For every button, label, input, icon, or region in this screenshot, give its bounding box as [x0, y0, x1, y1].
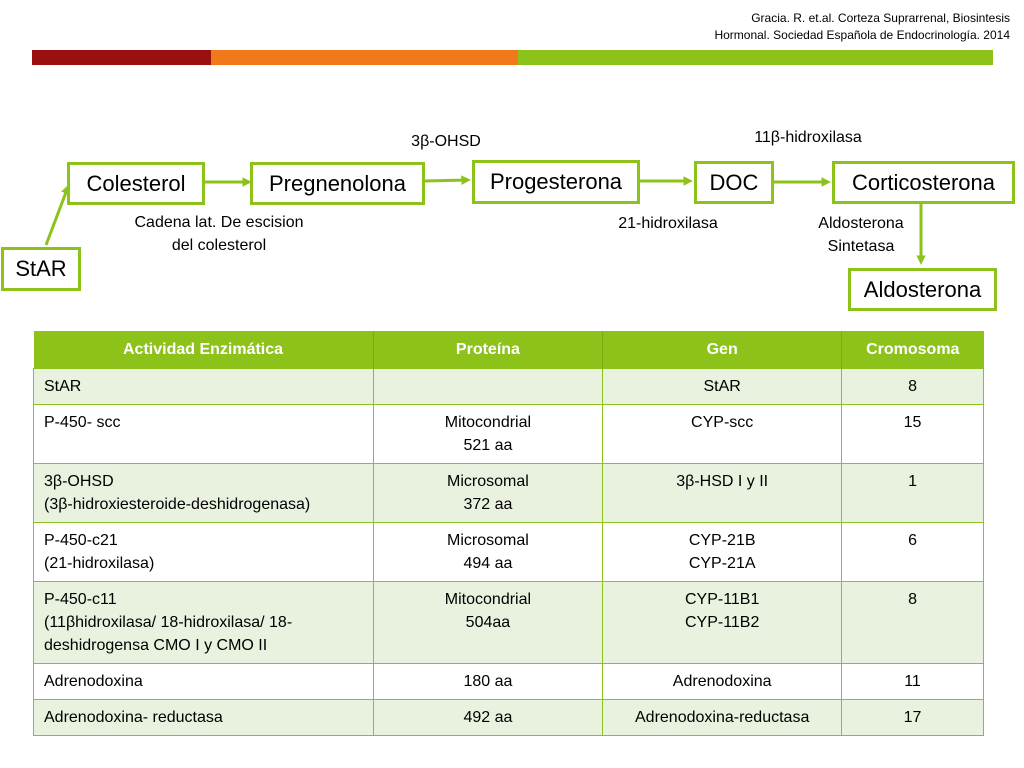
node-colesterol-label: Colesterol: [86, 170, 186, 196]
cell-proteina-line: 180 aa: [463, 673, 513, 690]
table-row: [34, 405, 984, 464]
cell-proteina-line: 521 aa: [463, 437, 513, 454]
cell-gen: [603, 664, 842, 700]
enzyme-3b-ohsd-label: 3β-OHSD: [411, 133, 481, 150]
cell-proteina: [373, 523, 603, 582]
arrow-pregnenolona-progesterona: [424, 180, 468, 181]
cell-proteina-line: Microsomal: [447, 473, 529, 490]
cell-actividad: [34, 700, 374, 736]
cell-proteina-line: Mitocondrial: [444, 591, 532, 608]
cell-actividad-line: deshidrogensa CMO I y CMO II: [44, 637, 268, 654]
cell-actividad-line: (3β-hidroxiesteroide-deshidrogenasa): [44, 496, 311, 513]
cell-proteina-line: Mitocondrial: [444, 414, 532, 431]
cell-proteina: [373, 405, 603, 464]
cell-actividad-line: Adrenodoxina: [44, 673, 143, 690]
cell-actividad-line: (21-hidroxilasa): [44, 555, 155, 572]
node-pregnenolona: [250, 162, 425, 205]
table-row: [34, 700, 984, 736]
cell-actividad: [34, 664, 374, 700]
header-proteina: Proteína: [373, 331, 603, 369]
node-progesterona-label: Progesterona: [489, 169, 623, 194]
table-row: [34, 523, 984, 582]
node-aldosterona: [848, 268, 997, 311]
enzyme-cadena-line-1: Cadena lat. De escision: [134, 214, 304, 231]
cell-proteina-line: Microsomal: [447, 532, 529, 549]
header-bar-orange: [211, 50, 518, 65]
enzyme-cadena-line-2: del colesterol: [171, 237, 267, 254]
cell-gen-line: CYP-11B1: [684, 591, 760, 608]
cell-cromosoma: 8: [842, 582, 984, 664]
enzyme-aldo-sint-line-1: Aldosterona: [818, 215, 904, 232]
cell-actividad-line: (11βhidroxilasa/ 18-hidroxilasa/ 18-: [44, 614, 293, 631]
citation-line-2: Hormonal. Sociedad Española de Endocrinología. 2014: [714, 28, 1010, 42]
cell-actividad-line: Adrenodoxina- reductasa: [44, 709, 223, 726]
node-progesterona: [472, 160, 640, 204]
node-star-label: StAR: [15, 256, 67, 281]
cell-actividad-line: P-450-c21: [44, 532, 118, 549]
cell-actividad-line: P-450-c11: [44, 591, 117, 608]
cell-gen-line: CYP-21A: [688, 555, 756, 572]
cell-gen-line: 3β-HSD I y II: [676, 473, 769, 490]
header-cromosoma: Cromosoma: [842, 331, 984, 369]
node-doc: [694, 161, 774, 204]
enzyme-aldosterona-sintetasa: [801, 212, 921, 258]
cell-proteina-line: 494 aa: [463, 555, 513, 572]
enzyme-table: [33, 331, 984, 736]
arrow-star-colesterol: [46, 187, 68, 245]
enzyme-3b-ohsd: [386, 130, 506, 153]
cell-actividad: [34, 369, 374, 405]
cell-proteina: [373, 700, 603, 736]
cell-gen-line: Adrenodoxina-reductasa: [635, 709, 810, 726]
header-actividad: Actividad Enzimática: [34, 331, 374, 369]
cell-gen: [603, 369, 842, 405]
cell-proteina: [373, 464, 603, 523]
cell-actividad: [34, 464, 374, 523]
cell-gen: [603, 700, 842, 736]
cell-actividad: [34, 582, 374, 664]
cell-actividad-line: StAR: [44, 378, 82, 395]
enzyme-aldo-sint-line-2: Sintetasa: [827, 238, 895, 255]
table-row: [34, 664, 984, 700]
cell-proteina: [373, 582, 603, 664]
enzyme-11b-hidroxilasa: [733, 126, 883, 149]
cell-proteina-line: 492 aa: [463, 709, 513, 726]
cell-cromosoma: 17: [842, 700, 984, 736]
table-row: [34, 464, 984, 523]
cell-proteina-line: 504aa: [465, 614, 511, 631]
cell-actividad: [34, 523, 374, 582]
node-star: [1, 247, 81, 291]
header-bar-green: [518, 50, 993, 65]
citation-line-1: Gracia. R. et.al. Corteza Suprarrenal, Biosintesis: [751, 11, 1010, 25]
cell-cromosoma: 1: [842, 464, 984, 523]
cell-proteina: [373, 664, 603, 700]
citation: [550, 10, 1010, 44]
header-gen: Gen: [603, 331, 842, 369]
node-aldosterona-label: Aldosterona: [863, 276, 982, 302]
cell-gen: [603, 582, 842, 664]
enzyme-11b-hidroxilasa-label: 11β-hidroxilasa: [754, 129, 862, 146]
enzyme-21-hidroxilasa-label: 21-hidroxilasa: [618, 215, 718, 232]
enzyme-cadena-lateral: [112, 211, 326, 257]
enzyme-21-hidroxilasa: [598, 212, 738, 235]
cell-actividad: [34, 405, 374, 464]
cell-cromosoma: 15: [842, 405, 984, 464]
cell-gen-line: CYP-21B: [688, 532, 756, 549]
cell-gen-line: CYP-11B2: [684, 614, 760, 631]
node-doc-label: DOC: [709, 169, 759, 195]
cell-gen: [603, 405, 842, 464]
cell-cromosoma: 6: [842, 523, 984, 582]
table-header-row: [34, 331, 984, 369]
cell-actividad-line: 3β-OHSD: [44, 473, 114, 490]
cell-proteina-line: 372 aa: [463, 496, 513, 513]
node-colesterol: [67, 162, 205, 205]
table-row: [34, 582, 984, 664]
cell-cromosoma: 8: [842, 369, 984, 405]
table-row: [34, 369, 984, 405]
cell-cromosoma: 11: [842, 664, 984, 700]
cell-gen-line: StAR: [703, 378, 741, 395]
node-pregnenolona-label: Pregnenolona: [268, 170, 406, 196]
cell-gen-line: Adrenodoxina: [672, 673, 772, 690]
cell-gen-line: CYP-scc: [691, 414, 754, 431]
cell-actividad-line: P-450- scc: [44, 414, 121, 431]
header-bar-red: [32, 50, 211, 65]
node-corticosterona-label: Corticosterona: [851, 169, 996, 195]
cell-gen: [603, 523, 842, 582]
cell-proteina: [373, 369, 603, 405]
node-corticosterona: [832, 161, 1015, 204]
cell-gen: [603, 464, 842, 523]
